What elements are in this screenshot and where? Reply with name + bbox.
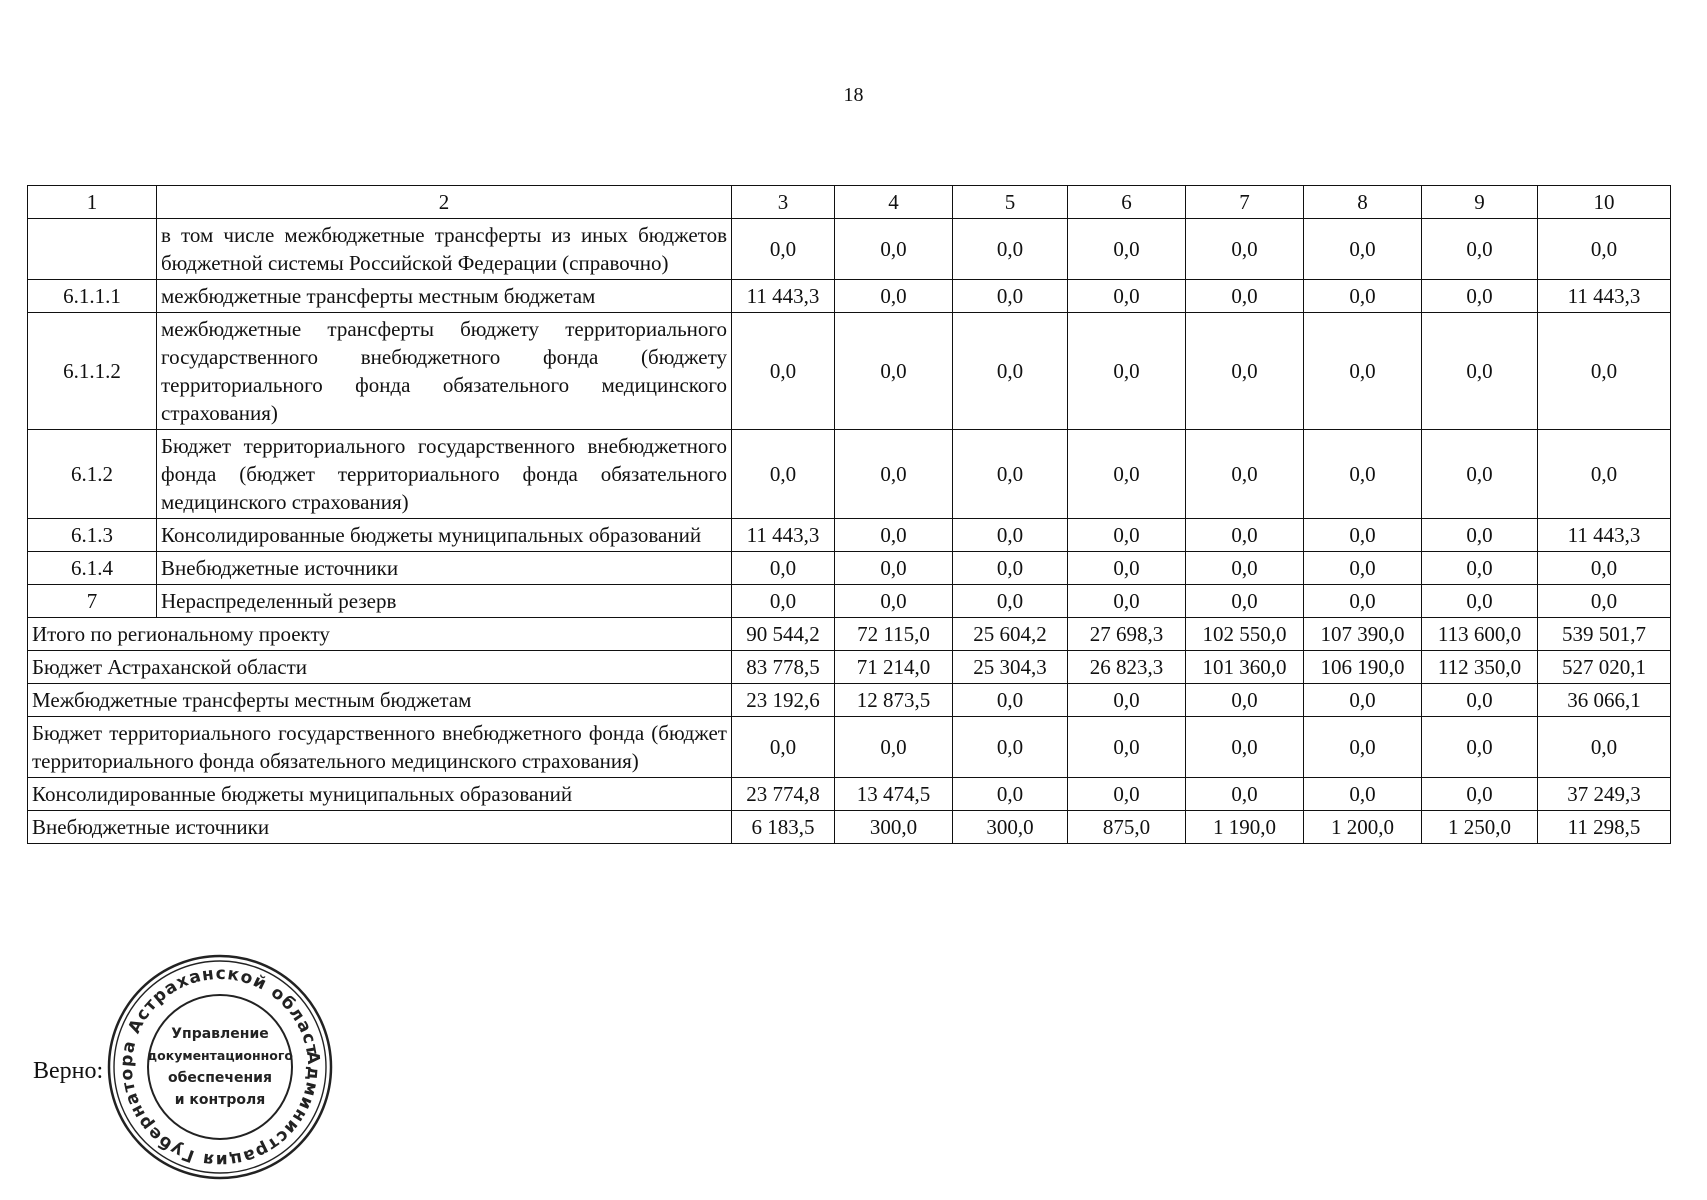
value-cell: 0,0	[1304, 552, 1422, 585]
page-number: 18	[843, 84, 864, 106]
value-cell: 0,0	[835, 313, 953, 430]
value-cell: 102 550,0	[1186, 618, 1304, 651]
value-cell: 0,0	[835, 585, 953, 618]
value-cell: 13 474,5	[835, 778, 953, 811]
value-cell: 0,0	[1422, 219, 1538, 280]
value-cell: 0,0	[732, 219, 835, 280]
value-cell: 0,0	[1422, 430, 1538, 519]
value-cell: 0,0	[953, 313, 1068, 430]
value-cell: 0,0	[1538, 717, 1671, 778]
table-row	[28, 313, 1671, 430]
value-cell: 36 066,1	[1538, 684, 1671, 717]
value-cell: 11 298,5	[1538, 811, 1671, 844]
value-cell: 0,0	[835, 552, 953, 585]
value-cell: 0,0	[1068, 778, 1186, 811]
header-cell: 4	[835, 186, 953, 219]
value-cell: 0,0	[732, 430, 835, 519]
value-cell: 11 443,3	[1538, 519, 1671, 552]
value-cell: 0,0	[1304, 684, 1422, 717]
value-cell: 0,0	[1186, 519, 1304, 552]
value-cell: 11 443,3	[732, 519, 835, 552]
value-cell: 11 443,3	[1538, 280, 1671, 313]
row-name: Нераспределенный резерв	[157, 585, 732, 618]
value-cell: 0,0	[953, 280, 1068, 313]
value-cell: 113 600,0	[1422, 618, 1538, 651]
total-name: Межбюджетные трансферты местным бюджетам	[28, 684, 732, 717]
total-name: Бюджет Астраханской области	[28, 651, 732, 684]
total-row	[28, 651, 1671, 684]
value-cell: 300,0	[953, 811, 1068, 844]
value-cell: 83 778,5	[732, 651, 835, 684]
value-cell: 0,0	[1186, 585, 1304, 618]
value-cell: 0,0	[1068, 430, 1186, 519]
table-row	[28, 219, 1671, 280]
header-cell: 10	[1538, 186, 1671, 219]
row-code: 6.1.1.1	[28, 280, 157, 313]
value-cell: 1 200,0	[1304, 811, 1422, 844]
value-cell: 23 192,6	[732, 684, 835, 717]
total-name: Консолидированные бюджеты муниципальных образований	[28, 778, 732, 811]
stamp-line: документационного	[147, 1048, 293, 1063]
verno-label: Верно:	[33, 1058, 104, 1084]
table-row	[28, 585, 1671, 618]
value-cell: 0,0	[835, 280, 953, 313]
svg-text:Администрация Губернатора Астр	[105, 952, 335, 1182]
value-cell: 0,0	[953, 585, 1068, 618]
header-cell: 9	[1422, 186, 1538, 219]
table-row	[28, 430, 1671, 519]
value-cell: 0,0	[732, 585, 835, 618]
value-cell: 0,0	[1186, 219, 1304, 280]
value-cell: 0,0	[953, 219, 1068, 280]
value-cell: 0,0	[1068, 219, 1186, 280]
value-cell: 37 249,3	[1538, 778, 1671, 811]
value-cell: 0,0	[953, 717, 1068, 778]
value-cell: 0,0	[1538, 552, 1671, 585]
value-cell: 0,0	[1068, 552, 1186, 585]
total-name: Внебюджетные источники	[28, 811, 732, 844]
value-cell: 0,0	[1186, 430, 1304, 519]
value-cell: 0,0	[953, 519, 1068, 552]
value-cell: 0,0	[835, 717, 953, 778]
value-cell: 0,0	[1422, 313, 1538, 430]
header-cell: 2	[157, 186, 732, 219]
value-cell: 0,0	[1422, 519, 1538, 552]
value-cell: 0,0	[1304, 313, 1422, 430]
value-cell: 0,0	[1422, 717, 1538, 778]
value-cell: 0,0	[1068, 313, 1186, 430]
value-cell: 1 250,0	[1422, 811, 1538, 844]
value-cell: 0,0	[1422, 585, 1538, 618]
row-name: Внебюджетные источники	[157, 552, 732, 585]
row-name: Бюджет территориального государственного внебюджетного фонда (бюджет территориального фонда обязательного медицинского страхования)	[157, 430, 732, 519]
header-cell: 6	[1068, 186, 1186, 219]
total-row	[28, 684, 1671, 717]
header-cell: 5	[953, 186, 1068, 219]
budget-table	[27, 185, 1671, 844]
value-cell: 23 774,8	[732, 778, 835, 811]
value-cell: 0,0	[1538, 430, 1671, 519]
value-cell: 0,0	[835, 219, 953, 280]
value-cell: 0,0	[953, 430, 1068, 519]
value-cell: 0,0	[1422, 684, 1538, 717]
header-cell: 1	[28, 186, 157, 219]
value-cell: 875,0	[1068, 811, 1186, 844]
value-cell: 0,0	[1186, 778, 1304, 811]
value-cell: 300,0	[835, 811, 953, 844]
header-row	[28, 186, 1671, 219]
value-cell: 0,0	[732, 717, 835, 778]
row-name: Консолидированные бюджеты муниципальных образований	[157, 519, 732, 552]
value-cell: 12 873,5	[835, 684, 953, 717]
row-code: 6.1.2	[28, 430, 157, 519]
row-code	[28, 219, 157, 280]
stamp-line: Управление	[171, 1026, 269, 1042]
total-row	[28, 778, 1671, 811]
header-cell: 7	[1186, 186, 1304, 219]
table-row	[28, 519, 1671, 552]
value-cell: 0,0	[1068, 585, 1186, 618]
row-code: 6.1.4	[28, 552, 157, 585]
value-cell: 0,0	[1304, 717, 1422, 778]
value-cell: 0,0	[732, 313, 835, 430]
row-code: 6.1.3	[28, 519, 157, 552]
value-cell: 27 698,3	[1068, 618, 1186, 651]
value-cell: 0,0	[1304, 280, 1422, 313]
value-cell: 0,0	[1304, 778, 1422, 811]
row-name: межбюджетные трансферты бюджету территориального государственного внебюджетного фонда (бюджету территориального фонда обязательного медицинского страхования)	[157, 313, 732, 430]
row-name: в том числе межбюджетные трансферты из иных бюджетов бюджетной системы Российской Федерации (справочно)	[157, 219, 732, 280]
value-cell: 0,0	[953, 552, 1068, 585]
value-cell: 0,0	[835, 519, 953, 552]
value-cell: 0,0	[1186, 684, 1304, 717]
value-cell: 72 115,0	[835, 618, 953, 651]
value-cell: 25 304,3	[953, 651, 1068, 684]
value-cell: 0,0	[1304, 519, 1422, 552]
value-cell: 0,0	[1538, 585, 1671, 618]
header-cell: 8	[1304, 186, 1422, 219]
stamp-line: и контроля	[174, 1092, 266, 1108]
value-cell: 527 020,1	[1538, 651, 1671, 684]
official-stamp	[105, 952, 335, 1182]
value-cell: 0,0	[732, 552, 835, 585]
value-cell: 25 604,2	[953, 618, 1068, 651]
value-cell: 0,0	[953, 778, 1068, 811]
table-row	[28, 552, 1671, 585]
value-cell: 6 183,5	[732, 811, 835, 844]
value-cell: 0,0	[1068, 717, 1186, 778]
value-cell: 112 350,0	[1422, 651, 1538, 684]
value-cell: 0,0	[1304, 585, 1422, 618]
header-cell: 3	[732, 186, 835, 219]
value-cell: 0,0	[1186, 280, 1304, 313]
total-name: Итого по региональному проекту	[28, 618, 732, 651]
value-cell: 0,0	[1186, 552, 1304, 585]
table-row	[28, 280, 1671, 313]
value-cell: 0,0	[1422, 280, 1538, 313]
row-code: 7	[28, 585, 157, 618]
value-cell: 0,0	[1538, 219, 1671, 280]
value-cell: 1 190,0	[1186, 811, 1304, 844]
value-cell: 0,0	[1304, 430, 1422, 519]
total-row	[28, 811, 1671, 844]
value-cell: 539 501,7	[1538, 618, 1671, 651]
value-cell: 90 544,2	[732, 618, 835, 651]
value-cell: 0,0	[1186, 717, 1304, 778]
value-cell: 0,0	[1422, 552, 1538, 585]
value-cell: 71 214,0	[835, 651, 953, 684]
value-cell: 0,0	[1186, 313, 1304, 430]
value-cell: 26 823,3	[1068, 651, 1186, 684]
total-row	[28, 618, 1671, 651]
value-cell: 0,0	[1538, 313, 1671, 430]
value-cell: 0,0	[1304, 219, 1422, 280]
total-row	[28, 717, 1671, 778]
value-cell: 11 443,3	[732, 280, 835, 313]
stamp-line: обеспечения	[168, 1070, 272, 1086]
value-cell: 0,0	[1068, 684, 1186, 717]
value-cell: 107 390,0	[1304, 618, 1422, 651]
value-cell: 0,0	[1068, 519, 1186, 552]
value-cell: 106 190,0	[1304, 651, 1422, 684]
row-name: межбюджетные трансферты местным бюджетам	[157, 280, 732, 313]
total-name: Бюджет территориального государственного внебюджетного фонда (бюджет территориального фонда обязательного медицинского страхования)	[28, 717, 732, 778]
value-cell: 0,0	[1068, 280, 1186, 313]
value-cell: 101 360,0	[1186, 651, 1304, 684]
value-cell: 0,0	[953, 684, 1068, 717]
value-cell: 0,0	[1422, 778, 1538, 811]
value-cell: 0,0	[835, 430, 953, 519]
stamp-ring-text: Администрация Губернатора Астраханской области	[116, 963, 324, 1171]
row-code: 6.1.1.2	[28, 313, 157, 430]
